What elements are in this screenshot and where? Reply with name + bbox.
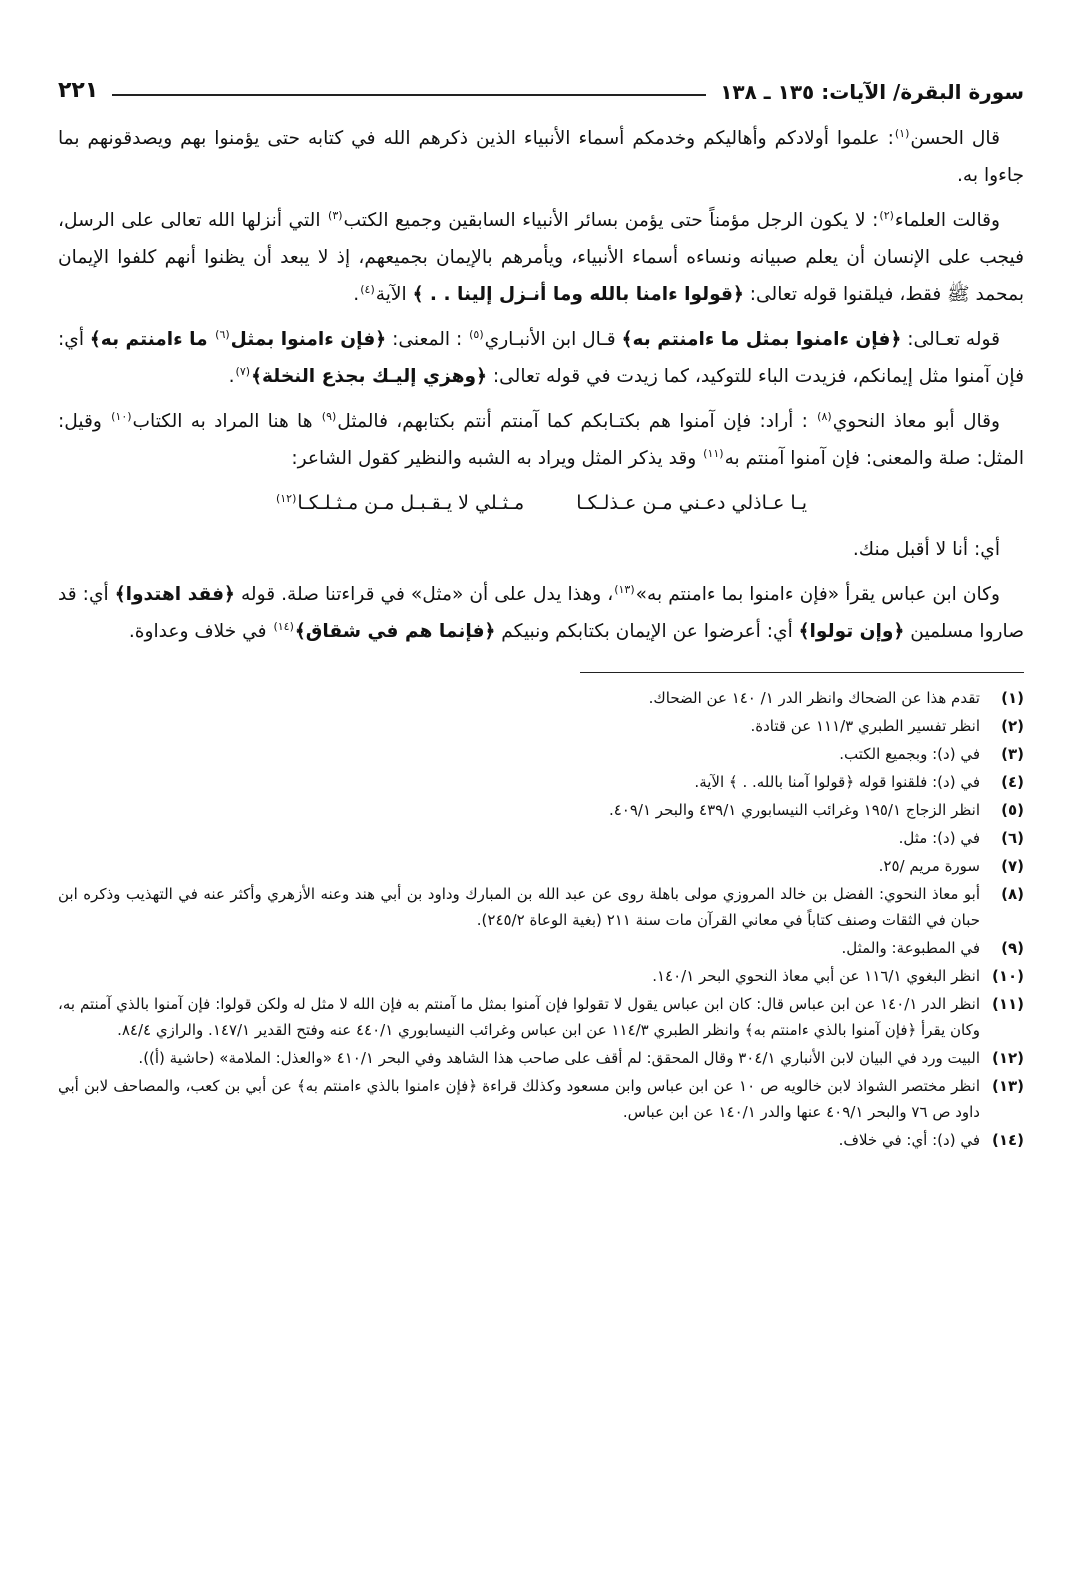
footnote (58, 769, 1024, 795)
footnote (58, 713, 1024, 739)
text-run: ، وهذا يدل على أن «مثل» في قراءتنا صلة. قوله (234, 584, 614, 605)
text-run: الآية (375, 284, 413, 305)
footnote-number: (٩) (1001, 939, 1024, 957)
footnote-text: في (د): فلقنوا قوله ﴿قولوا آمنا بالله. . ﴾ الآية. (694, 773, 980, 791)
footnote-text: انظر مختصر الشواذ لابن خالويه ص ١٠ عن ابن عباس وابن مسعود وكذلك قراءة ﴿فإن ءامنوا بالذي ءامنتم به﴾ عن أبي بن كعب، والمصاحف لابن أبي داود ص ٧٦ والبحر ٤٠٩/١ عنها والدر ١٤٠/١ عن ابن عباس. (58, 1077, 980, 1121)
text-run: قال الحسن (910, 128, 1000, 149)
footnote (58, 1127, 1024, 1153)
main-text (58, 120, 1024, 650)
footnote (58, 935, 1024, 961)
text-run: . (353, 284, 360, 305)
footnote-ref: (١٣) (614, 582, 635, 596)
footnote-text: في (د): مثل. (898, 829, 980, 847)
footnote-ref: (٥) (469, 327, 484, 341)
footnote-ref: (٩) (321, 409, 337, 423)
paragraph (58, 202, 1024, 313)
text-run: أي: قد صاروا مسلمين (58, 584, 1024, 642)
footnote-text: انظر الدر ١٤٠/١ عن ابن عباس قال: كان ابن عباس يقول لا تقولوا فإن آمنوا بمثل ما آمنتم به فإن الله لا مثل له ولكن قولوا: فإن آمنوا بالذي آمنتم به، وكان يقرأ ﴿فإن آمنوا بالذي ءامنتم به﴾ وانظر الطبري ١١٤/٣ عن ابن عباس وغرائب النيسابوري ٤٤٠/١ عنه وفتح القدير ١٤٧/١. والرازي ٨٤/٤. (58, 995, 980, 1039)
paragraph (58, 321, 1024, 395)
footnote-separator (580, 672, 1024, 673)
text-run: التي أنزلها الله تعالى على الرسل، فيجب على الإنسان أن يعلم صبيانه ونساءه أسماء الأنبياء، ويأمرهم بالإيمان بجميعهم، إذ لا يبعد أن يظنوا أنهم كلفوا الإيمان بمحمد ﷺ فقط، فيلقنوا قوله تعالى: (58, 210, 1024, 305)
footnotes (58, 685, 1024, 1153)
text-run: في خلاف وعداوة. (128, 621, 273, 642)
footnote-number: (١٢) (991, 1049, 1024, 1067)
verse-first-hemistich: يـا عـاذلي دعـني مـن عـذلـكـا (576, 492, 808, 514)
running-header (58, 58, 1024, 102)
text-run: : أراد: فإن آمنوا هم بكتـابكم كما آمنتم أنتم بكتابهم، فالمثل (337, 411, 817, 432)
footnote-text: في (د): وبجميع الكتب. (839, 745, 980, 763)
footnote (58, 853, 1024, 879)
footnote-text: انظر البغوي ١١٦/١ عن أبي معاذ النحوي البحر ١٤٠/١. (652, 967, 980, 985)
quran-quote: ﴿فقد اهتدوا﴾ (114, 584, 235, 605)
footnote (58, 881, 1024, 933)
quran-quote: ﴿فإن ءامنوا بمثل ما ءامنتم به﴾ (621, 329, 902, 350)
paragraph (58, 576, 1024, 650)
footnote-text: في (د): أي: في خلاف. (838, 1131, 980, 1149)
footnote (58, 1073, 1024, 1125)
footnote-ref: (١٤) (273, 619, 294, 633)
footnote-ref: (٦) (215, 327, 230, 341)
footnote-text: البيت ورد في البيان لابن الأنباري ٣٠٤/١ وقال المحقق: لم أقف على صاحب هذا الشاهد وفي البحر ٤١٠/١ «والعذل: الملامة» (حاشية (أ)). (138, 1049, 980, 1067)
paragraph (58, 403, 1024, 477)
quran-quote: ﴿فإن ءامنوا بمثل (230, 329, 387, 350)
quran-quote: ﴿وهزي إليـك بجذع النخلة﴾ (251, 366, 487, 387)
footnote-number: (١١) (991, 995, 1024, 1013)
footnote-number: (٤) (1001, 773, 1024, 791)
footnote-number: (١) (1001, 689, 1024, 707)
text-run: وقد يذكر المثل ويراد به الشبه والنظير كقول الشاعر: (291, 448, 703, 469)
footnote-number: (٨) (1001, 885, 1024, 903)
footnote-ref: (٨) (817, 409, 832, 423)
paragraph (58, 120, 1024, 194)
text-run: أي: أعرضوا عن الإيمان بكتابكم ونبيكم (495, 621, 799, 642)
footnote-text: انظر الزجاج ١٩٥/١ وغرائب النيسابوري ٤٣٩/١ والبحر ٤٠٩/١. (608, 801, 980, 819)
footnote (58, 1045, 1024, 1071)
footnote-number: (٧) (1001, 857, 1024, 875)
footnote-number: (١٣) (991, 1077, 1024, 1095)
text-run: مـثـلي لا يـقـبـل مـن مـثـلـكـا (297, 492, 525, 514)
footnote-number: (٣) (1001, 745, 1024, 763)
footnote-number: (٢) (1001, 717, 1024, 735)
footnote-ref: (١٠) (111, 409, 132, 423)
text-run: أي: أنا لا أقبل منك. (852, 539, 1000, 560)
text-run: أي: فإن آمنوا مثل إيمانكم، فزيدت الباء للتوكيد، كما زيدت في قوله تعالى: (58, 329, 1024, 387)
text-run: . (228, 366, 235, 387)
text-run: : علموا أولادكم وأهاليكم وخدمكم أسماء الأنبياء الذين ذكرهم الله في كتابه حتى يؤمنوا بهم ويصدقونهم بما جاءوا به. (58, 128, 1024, 186)
text-run: قـال ابن الأنبـاري (484, 329, 622, 350)
text-run: : المعنى: (386, 329, 469, 350)
footnote-ref: (١٢) (275, 491, 297, 505)
poetry-verse (58, 487, 1024, 519)
footnote-text: انظر تفسير الطبري ١١١/٣ عن قتادة. (750, 717, 980, 735)
footnote (58, 991, 1024, 1043)
text-run: وقيل: المثل: صلة والمعنى: فإن آمنوا آمنتم به (58, 411, 1024, 469)
footnote (58, 963, 1024, 989)
text-run: وكان ابن عباس يقرأ «فإن ءامنوا بما ءامنتم به» (635, 584, 1001, 605)
footnote (58, 797, 1024, 823)
text-run: ها هنا المراد به الكتاب (132, 411, 321, 432)
footnote-ref: (١١) (703, 446, 724, 460)
footnote-ref: (٢) (879, 208, 894, 222)
footnote-text: أبو معاذ النحوي: الفضل بن خالد المروزي مولى باهلة روى عن عبد الله بن المبارك وداود بن أبي هند وعنه الأزهري وأكثر عنه في التهذيب وذكره ابن حبان في الثقات وصنف كتاباً في معاني القرآن مات سنة ٢١١ (بغية الوعاة ٢٤٥/٢). (58, 885, 980, 929)
footnote-number: (١٠) (991, 967, 1024, 985)
paragraph (58, 531, 1024, 568)
text-run: قوله تعـالى: (901, 329, 1001, 350)
verse-second-hemistich (275, 487, 524, 519)
footnote (58, 825, 1024, 851)
text-run: وقال أبو معاذ النحوي (832, 411, 1000, 432)
quran-quote: ﴿وإن تولوا﴾ (798, 621, 905, 642)
footnote-ref: (٧) (235, 364, 251, 378)
header-rule (112, 94, 706, 96)
footnote-number: (٥) (1001, 801, 1024, 819)
quran-quote: ﴿قولوا ءامنا بالله وما أنـزل إلينا . . ﴾ (412, 284, 744, 305)
footnote-text: تقدم هذا عن الضحاك وانظر الدر ١/ ١٤٠ عن الضحاك. (648, 689, 980, 707)
running-header-title: سورة البقرة/ الآيات: ١٣٥ ـ ١٣٨ (720, 80, 1024, 104)
footnote-text: في المطبوعة: والمثل. (841, 939, 980, 957)
quran-quote: ما ءامنتم به﴾ (89, 329, 215, 350)
text-run: وقالت العلماء (894, 210, 1000, 231)
text-run: : لا يكون الرجل مؤمناً حتى يؤمن بسائر الأنبياء السابقين وجميع الكتب (343, 210, 879, 231)
footnote (58, 741, 1024, 767)
footnote-ref: (٤) (360, 282, 375, 296)
footnote-number: (١٤) (991, 1131, 1024, 1149)
page-number: ٢٢١ (58, 78, 99, 103)
quran-quote: ﴿فإنما هم في شقاق﴾ (294, 621, 496, 642)
book-page (58, 58, 1024, 1563)
footnote-text: سورة مريم /٢٥. (878, 857, 980, 875)
footnote (58, 685, 1024, 711)
footnote-ref: (١) (894, 126, 910, 140)
footnote-number: (٦) (1001, 829, 1024, 847)
footnote-ref: (٣) (328, 208, 343, 222)
